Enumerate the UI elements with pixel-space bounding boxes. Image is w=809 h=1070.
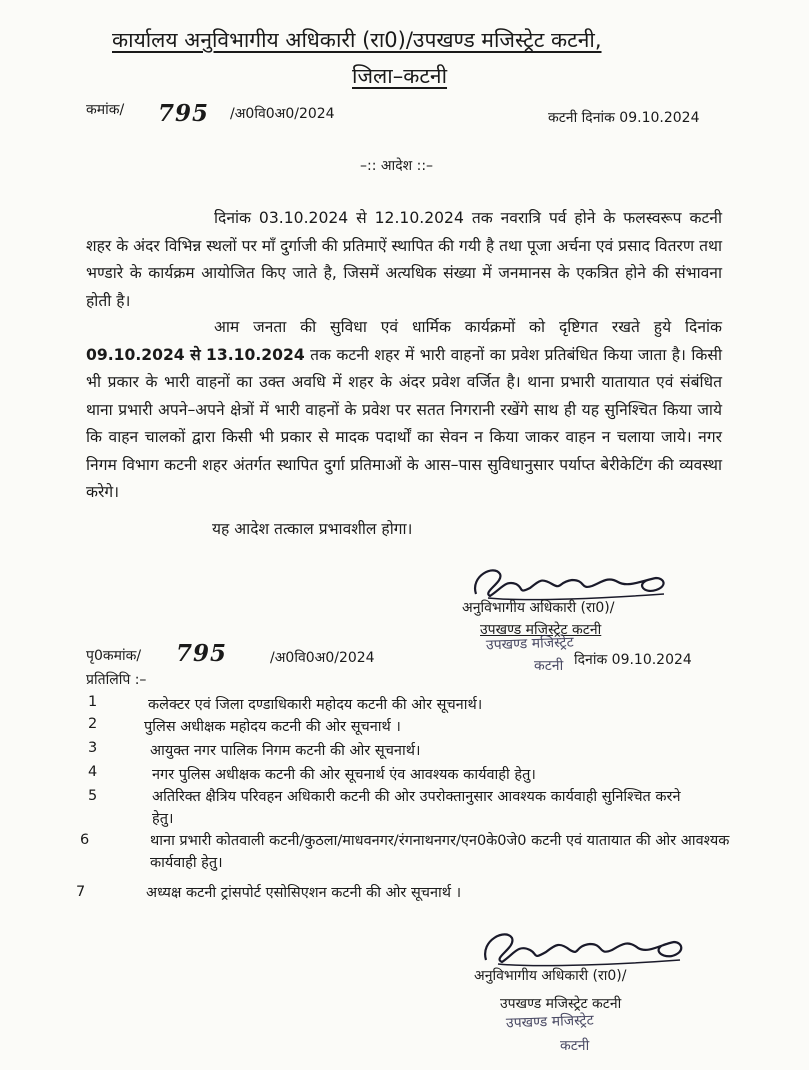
order-number-prefix: कमांक/ bbox=[86, 102, 125, 118]
copy-item-number: 6 bbox=[80, 832, 90, 848]
copy-item-text: थाना प्रभारी कोतवाली कटनी/कुठला/माधवनगर/रंगनाथनगर/एन0के0जे0 कटनी एवं यातायात की ओर आवश्यक कार्यवाही हेतु। bbox=[150, 833, 730, 871]
endorsement-number-suffix: /अ0वि0अ0/2024 bbox=[270, 650, 375, 666]
signatory-designation-2: अनुविभागीय अधिकारी (रा0)/ bbox=[474, 968, 627, 984]
copy-to-label: प्रतिलिपि :– bbox=[86, 672, 147, 688]
copy-item-text: पुलिस अधीक्षक महोदय कटनी की ओर सूचनार्थ । bbox=[144, 719, 401, 735]
signatory-office-1: उपखण्ड मजिस्ट्रेट कटनी bbox=[480, 622, 602, 638]
date-to: 13.10.2024 bbox=[206, 345, 305, 364]
copy-item-number: 4 bbox=[88, 764, 98, 780]
copy-item-text: कलेक्टर एवं जिला दण्डाधिकारी महोदय कटनी की ओर सूचनार्थ। bbox=[148, 697, 483, 713]
copy-item-number: 3 bbox=[88, 740, 98, 756]
order-heading: –:: आदेश ::– bbox=[360, 158, 434, 174]
paragraph-3: यह आदेश तत्काल प्रभावशील होगा। bbox=[212, 520, 413, 538]
endorsement-number-handwritten: 795 bbox=[176, 640, 228, 667]
signatory-designation-1: अनुविभागीय अधिकारी (रा0)/ bbox=[462, 600, 615, 616]
paragraph-2: आम जनता की सुविधा एवं धार्मिक कार्यक्रमों को दृष्टिगत रखते हुये दिनांक 09.10.2024 से 13.10.2024 तक कटनी शहर में भारी वाहनों का प्रवेश प्रतिबंधित किया जाता है। किसी भी प्रकार के भारी वाहनों का उक्त अवधि में शहर के अंदर प्रवेश वर्जित है। थाना प्रभारी यातायात एवं संबंधित थाना प्रभारी अपने–अपने क्षेत्रों में भारी वाहनों के प्रवेश पर सतत निगरानी रखेंगे साथ ही यह सुनिश्चित किया जाये कि वाहन चालकों द्वारा किसी भी प्रकार से मादक पदार्थों का सेवन न किया जाकर वाहन न चलाया जाये। नगर निगम विभाग कटनी शहर अंतर्गत स्थापित दुर्गा प्रतिमाओं के आस–पास सुविधानुसार पर्याप्त बेरीकेटिंग की व्यवस्था करेगे। bbox=[86, 318, 722, 501]
place-date: कटनी दिनांक 09.10.2024 bbox=[548, 110, 700, 126]
copy-item-text: नगर पुलिस अधीक्षक कटनी की ओर सूचनार्थ एंव आवश्यक कार्यवाही हेतु। bbox=[152, 767, 536, 783]
stamp-place-1: कटनी bbox=[534, 658, 564, 674]
copy-item-text: अध्यक्ष कटनी ट्रांसपोर्ट एसोसिएशन कटनी की ओर सूचनार्थ । bbox=[146, 885, 462, 901]
office-title: कार्यालय अनुविभागीय अधिकारी (रा0)/उपखण्ड मजिस्ट्रेट कटनी, bbox=[112, 28, 602, 52]
signature-date-1: दिनांक 09.10.2024 bbox=[574, 652, 692, 668]
copy-item-number: 7 bbox=[76, 884, 86, 900]
copy-item-number: 1 bbox=[88, 694, 98, 710]
official-stamp-2: उपखण्ड मजिस्ट्रेट bbox=[505, 1012, 594, 1032]
copy-item-number: 5 bbox=[88, 788, 98, 804]
copy-item-text: अतिरिक्त क्षैत्रिय परिवहन अधिकारी कटनी की ओर उपरोक्तानुसार आवश्यक कार्यवाही सुनिश्चित करने हेतु। bbox=[152, 789, 681, 827]
paragraph-1: दिनांक 03.10.2024 से 12.10.2024 तक नवरात्रि पर्व होने के फलस्वरूप कटनी शहर के अंदर विभिन्न स्थलों पर माँ दुर्गाजी की प्रतिमाऐं स्थापित की गयी है तथा पूजा अर्चना एवं प्रसाद वितरण तथा भण्डारे के कार्यक्रम आयोजित किए जाते है, जिसमें अत्यधिक संख्या में जनमानस के एकत्रित होने की संभावना होती है। bbox=[86, 209, 722, 310]
office-district: जिला–कटनी bbox=[352, 64, 448, 88]
signature-2 bbox=[476, 922, 692, 970]
copy-item-text: आयुक्त नगर पालिक निगम कटनी की ओर सूचनार्थ। bbox=[150, 743, 421, 759]
copy-item-number: 2 bbox=[88, 716, 98, 732]
official-stamp-1: उपखण्ड मजिस्ट्रेट bbox=[485, 634, 574, 654]
date-from: 09.10.2024 bbox=[86, 345, 185, 364]
order-number-handwritten: 795 bbox=[158, 100, 210, 127]
stamp-place-2: कटनी bbox=[560, 1038, 590, 1054]
signatory-office-2: उपखण्ड मजिस्ट्रेट कटनी bbox=[500, 996, 622, 1012]
endorsement-number-prefix: पृ0कमांक/ bbox=[86, 648, 142, 664]
order-number-suffix: /अ0वि0अ0/2024 bbox=[230, 106, 335, 122]
